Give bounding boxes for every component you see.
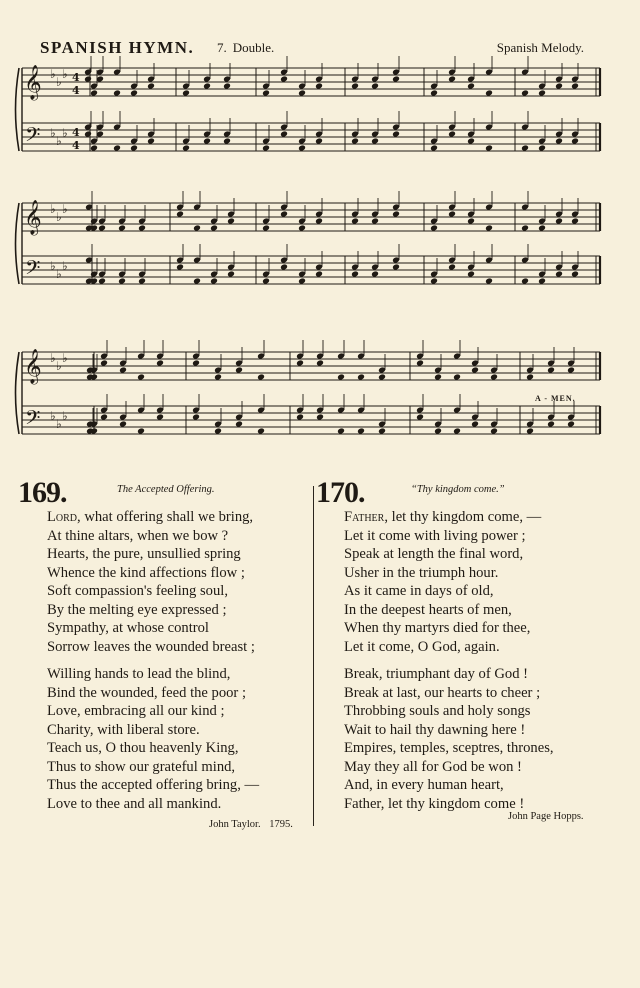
tune-title: SPANISH HYMN.: [40, 38, 195, 57]
verse-first-word: Father,: [344, 509, 388, 525]
note-head: [526, 374, 534, 381]
tune-source: Spanish Melody.: [496, 40, 584, 55]
note-head: [371, 138, 379, 145]
verse-line: As it came in days of old,: [344, 583, 494, 599]
flat-sign: ♭: [62, 126, 68, 140]
note-head: [147, 138, 155, 145]
note-head: [490, 428, 498, 435]
note-head: [392, 211, 400, 218]
treble-clef: 𝄞: [24, 200, 42, 235]
time-signature: 4: [72, 126, 80, 139]
verse-line: Wait to hail thy dawning here !: [344, 721, 526, 738]
note-head: [298, 90, 306, 97]
time-signature: 4: [72, 84, 80, 97]
note-head: [351, 271, 359, 278]
note-head: [315, 271, 323, 278]
hymn-number: 170.: [316, 476, 365, 509]
note-head: [113, 90, 121, 97]
hymn-169: [18, 478, 67, 508]
note-head: [262, 145, 270, 152]
note-head: [371, 271, 379, 278]
note-head: [371, 218, 379, 225]
note-head: [467, 138, 475, 145]
note-head: [137, 374, 145, 381]
verse-line: And, in every human heart,: [344, 777, 504, 793]
verse-line: Teach us, O thou heavenly King,: [47, 740, 239, 756]
flat-sign: ♭: [62, 67, 68, 81]
note-head: [315, 218, 323, 225]
note-head: [296, 360, 304, 367]
verse-line: Whence the kind affections flow ;: [47, 564, 245, 581]
flat-sign: ♭: [62, 202, 68, 216]
column-divider: [313, 486, 314, 826]
note-head: [357, 374, 365, 381]
note-head: [351, 218, 359, 225]
note-head: [210, 278, 218, 285]
note-head: [280, 264, 288, 271]
flat-sign: ♭: [56, 210, 62, 224]
note-head: [555, 83, 563, 90]
note-head: [337, 428, 345, 435]
note-head: [351, 138, 359, 145]
note-head: [453, 374, 461, 381]
note-head: [192, 360, 200, 367]
note-head: [113, 145, 121, 152]
verse-line: Hearts, the pure, unsullied spring: [47, 546, 241, 562]
verse-line: May they all for God be won !: [344, 758, 522, 775]
note-head: [280, 76, 288, 83]
note-head: [280, 131, 288, 138]
verse-line: Let it come with living power ;: [344, 527, 526, 544]
note-head: [192, 414, 200, 421]
verse-line: By the melting eye expressed ;: [47, 601, 227, 618]
note-head: [235, 421, 243, 428]
verse-line: Throbbing souls and holy songs: [344, 703, 531, 719]
meter-number: 7.: [217, 40, 227, 55]
flat-sign: ♭: [62, 351, 68, 365]
verse-line: [47, 508, 255, 527]
verse-line: At thine altars, when we bow ?: [47, 527, 229, 544]
note-head: [392, 131, 400, 138]
note-head: [416, 414, 424, 421]
flat-sign: ♭: [56, 134, 62, 148]
flat-sign: ♭: [56, 417, 62, 431]
note-head: [357, 428, 365, 435]
hymn-170: [316, 478, 365, 508]
music-score: [0, 0, 640, 460]
note-head: [448, 211, 456, 218]
verse-line: Love to thee and all mankind.: [47, 795, 222, 812]
hymn-title: “Thy kingdom come.”: [411, 484, 505, 495]
note-head: [448, 264, 456, 271]
note-head: [392, 76, 400, 83]
note-head: [571, 218, 579, 225]
note-head: [257, 428, 265, 435]
note-head: [137, 428, 145, 435]
note-head: [351, 83, 359, 90]
note-head: [485, 278, 493, 285]
note-head: [203, 138, 211, 145]
note-head: [467, 271, 475, 278]
note-head: [448, 131, 456, 138]
amen-label: A - MEN.: [535, 394, 576, 403]
note-head: [378, 428, 386, 435]
note-head: [538, 225, 546, 232]
note-head: [430, 90, 438, 97]
note-head: [100, 414, 108, 421]
verse-line: Charity, with liberal store.: [47, 721, 200, 738]
hymn-170-stanza-1: [344, 508, 541, 656]
hymn-title: The Accepted Offering.: [117, 484, 215, 495]
note-head: [521, 145, 529, 152]
note-head: [555, 138, 563, 145]
note-head: [119, 421, 127, 428]
bass-clef: 𝄢: [25, 406, 41, 434]
time-signature: 4: [72, 139, 80, 152]
note-head: [547, 421, 555, 428]
note-head: [521, 225, 529, 232]
verse-line: Father, let thy kingdom come !: [344, 795, 525, 812]
note-head: [485, 90, 493, 97]
verse-line: Thus to show our grateful mind,: [47, 758, 236, 775]
note-head: [147, 83, 155, 90]
note-head: [210, 225, 218, 232]
note-head: [448, 76, 456, 83]
verse-line: Love, embracing all our kind ;: [47, 703, 225, 719]
note-head: [371, 83, 379, 90]
note-head: [84, 76, 92, 83]
flat-sign: ♭: [56, 359, 62, 373]
verse-line: Soft compassion's feeling soul,: [47, 583, 228, 599]
verse-line: Speak at length the final word,: [344, 546, 524, 562]
note-head: [227, 218, 235, 225]
note-head: [538, 90, 546, 97]
verse-line: Thus the accepted offering bring, —: [47, 777, 260, 793]
note-head: [430, 225, 438, 232]
note-head: [538, 278, 546, 285]
verse-line: Sympathy, at whose control: [47, 620, 209, 636]
note-head: [223, 138, 231, 145]
hymn-169-author: [209, 819, 293, 830]
meter-name: Double.: [232, 40, 275, 55]
note-head: [567, 367, 575, 374]
hymn-169-stanza-2: [47, 665, 259, 813]
note-head: [555, 218, 563, 225]
flat-sign: ♭: [56, 267, 62, 281]
note-head: [156, 414, 164, 421]
flat-sign: ♭: [50, 351, 56, 365]
author-year: 1795.: [269, 819, 293, 830]
flat-sign: ♭: [62, 409, 68, 423]
note-head: [182, 90, 190, 97]
hymn-number: 169.: [18, 476, 67, 509]
note-head: [156, 360, 164, 367]
note-head: [182, 145, 190, 152]
note-head: [214, 428, 222, 435]
treble-clef: 𝄞: [24, 65, 42, 100]
flat-sign: ♭: [50, 259, 56, 273]
note-head: [567, 421, 575, 428]
note-head: [571, 271, 579, 278]
note-head: [521, 278, 529, 285]
note-head: [90, 145, 98, 152]
note-head: [416, 360, 424, 367]
note-head: [315, 138, 323, 145]
note-head: [118, 278, 126, 285]
note-head: [485, 145, 493, 152]
note-head: [547, 367, 555, 374]
note-head: [100, 360, 108, 367]
note-head: [193, 225, 201, 232]
verse-line: Bind the wounded, feed the poor ;: [47, 684, 246, 701]
verse-line: In the deepest hearts of men,: [344, 601, 512, 618]
bass-clef: 𝄢: [25, 256, 41, 284]
verse-line: Sorrow leaves the wounded breast ;: [47, 638, 255, 655]
hymn-170-author: John Page Hopps.: [508, 811, 584, 822]
flat-sign: ♭: [50, 409, 56, 423]
note-head: [130, 145, 138, 152]
note-head: [471, 367, 479, 374]
verse-first-word: Lord,: [47, 509, 81, 525]
note-head: [571, 138, 579, 145]
note-head: [138, 225, 146, 232]
note-head: [434, 428, 442, 435]
hymn-169-stanza-1: [47, 508, 255, 656]
note-head: [316, 414, 324, 421]
note-head: [471, 421, 479, 428]
note-head: [434, 374, 442, 381]
time-signature: 4: [72, 71, 80, 84]
treble-clef: 𝄞: [24, 349, 42, 384]
brace: [16, 352, 20, 434]
note-head: [378, 374, 386, 381]
note-head: [526, 428, 534, 435]
note-head: [296, 414, 304, 421]
note-head: [280, 211, 288, 218]
note-head: [257, 374, 265, 381]
note-head: [298, 278, 306, 285]
note-head: [262, 90, 270, 97]
note-head: [315, 83, 323, 90]
verse-line-rest: let thy kingdom come, —: [388, 509, 542, 525]
verse-line: When thy martyrs died for thee,: [344, 620, 531, 636]
note-head: [119, 367, 127, 374]
note-head: [118, 225, 126, 232]
note-head: [392, 264, 400, 271]
note-head: [298, 145, 306, 152]
note-head: [138, 278, 146, 285]
verse-line: Empires, temples, sceptres, thrones,: [344, 740, 554, 756]
note-head: [130, 90, 138, 97]
bass-clef: 𝄢: [25, 123, 41, 151]
note-head: [555, 271, 563, 278]
verse-line-rest: what offering shall we bring,: [80, 509, 254, 525]
note-head: [223, 83, 231, 90]
author-name: John Taylor.: [209, 819, 261, 830]
note-head: [453, 428, 461, 435]
note-head: [490, 374, 498, 381]
note-head: [193, 278, 201, 285]
verse-line: Let it come, O God, again.: [344, 638, 500, 655]
note-head: [98, 278, 106, 285]
note-head: [262, 278, 270, 285]
note-head: [467, 218, 475, 225]
verse-line: Willing hands to lead the blind,: [47, 666, 231, 682]
hymn-170-stanza-2: [344, 665, 554, 813]
note-head: [337, 374, 345, 381]
note-head: [176, 264, 184, 271]
brace: [16, 203, 20, 284]
note-head: [203, 83, 211, 90]
note-head: [235, 367, 243, 374]
note-head: [430, 145, 438, 152]
verse-line: Break at last, our hearts to cheer ;: [344, 684, 541, 701]
flat-sign: ♭: [50, 126, 56, 140]
note-head: [430, 278, 438, 285]
flat-sign: ♭: [50, 67, 56, 81]
note-head: [316, 360, 324, 367]
flat-sign: ♭: [56, 75, 62, 89]
note-head: [176, 211, 184, 218]
brace: [16, 68, 20, 151]
note-head: [467, 83, 475, 90]
note-head: [262, 225, 270, 232]
note-head: [214, 374, 222, 381]
note-head: [521, 90, 529, 97]
flat-sign: ♭: [62, 259, 68, 273]
verse-line: Break, triumphant day of God !: [344, 666, 528, 682]
note-head: [90, 90, 98, 97]
note-head: [298, 225, 306, 232]
verse-line: [344, 508, 541, 527]
note-head: [98, 225, 106, 232]
note-head: [84, 131, 92, 138]
verse-line: Usher in the triumph hour.: [344, 564, 499, 581]
note-head: [227, 271, 235, 278]
note-head: [538, 145, 546, 152]
note-head: [571, 83, 579, 90]
flat-sign: ♭: [50, 202, 56, 216]
note-head: [485, 225, 493, 232]
